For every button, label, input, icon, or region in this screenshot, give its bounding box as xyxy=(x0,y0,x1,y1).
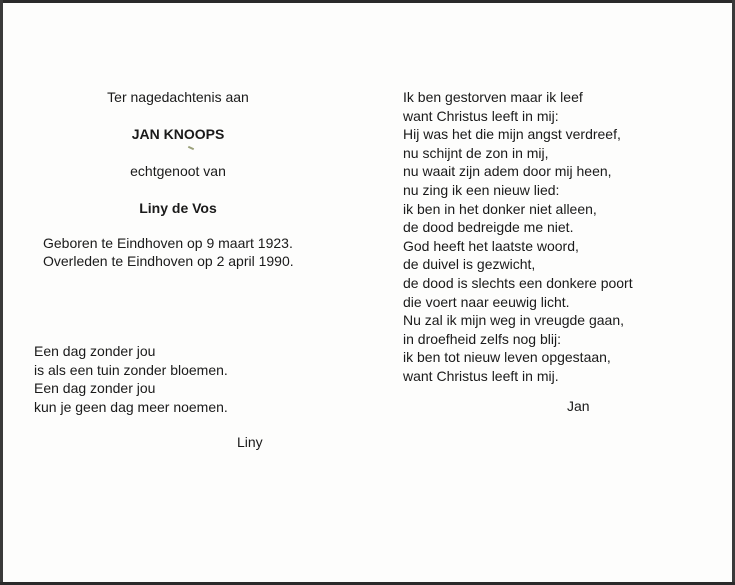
card-border-left xyxy=(0,0,3,585)
right-poem-line: ik ben tot nieuw leven opgestaan, xyxy=(403,349,611,366)
right-poem-line: Ik ben gestorven maar ik leef xyxy=(403,89,583,105)
right-poem-line: in droefheid zelfs nog blij: xyxy=(403,330,561,347)
left-signature: Liny xyxy=(237,434,263,450)
right-poem-line: want Christus leeft in mij: xyxy=(403,107,559,124)
right-poem-line: de dood bedreigde me niet. xyxy=(403,219,574,236)
left-poem xyxy=(34,342,228,416)
deceased-name: JAN KNOOPS xyxy=(131,126,225,142)
right-poem-line: want Christus leeft in mij. xyxy=(403,367,559,384)
left-poem-line: is als een tuin zonder bloemen. xyxy=(34,361,228,378)
right-poem-line: ik ben in het donker niet alleen, xyxy=(403,200,597,217)
in-memory-of-heading: Ter nagedachtenis aan xyxy=(107,89,249,105)
right-signature: Jan xyxy=(567,398,590,414)
right-poem-line: de dood is slechts een donkere poort xyxy=(403,274,633,291)
left-poem-line: kun je geen dag meer noemen. xyxy=(34,398,228,415)
right-poem-line: nu schijnt de zon in mij, xyxy=(403,144,549,161)
right-poem-line: Nu zal ik mijn weg in vreugde gaan, xyxy=(403,312,625,329)
paper-speck xyxy=(188,146,194,150)
right-poem-line: Hij was het die mijn angst verdreef, xyxy=(403,126,621,143)
card-border-top xyxy=(0,0,735,3)
left-poem-line: Een dag zonder jou xyxy=(34,343,156,359)
right-poem xyxy=(403,88,633,386)
spouse-name: Liny de Vos xyxy=(139,200,217,216)
right-poem-line: de duivel is gezwicht, xyxy=(403,256,536,273)
birth-line: Geboren te Eindhoven op 9 maart 1923. xyxy=(43,235,293,251)
left-poem-line: Een dag zonder jou xyxy=(34,380,156,396)
right-poem-line: nu waait zijn adem door mij heen, xyxy=(403,163,612,180)
death-line: Overleden te Eindhoven op 2 april 1990. xyxy=(43,253,294,269)
right-poem-line: nu zing ik een nieuw lied: xyxy=(403,181,560,198)
spouse-of-text: echtgenoot van xyxy=(130,163,226,179)
right-poem-line: die voert naar eeuwig licht. xyxy=(403,293,570,310)
right-poem-line: God heeft het laatste woord, xyxy=(403,237,579,254)
